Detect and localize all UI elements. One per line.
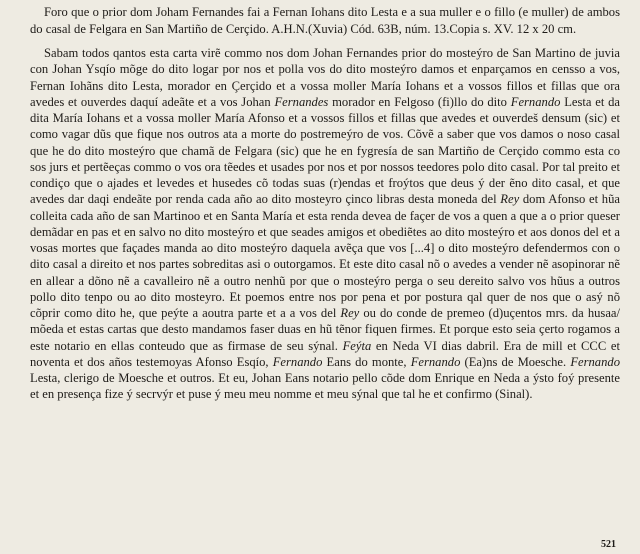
italic-text-segment: Fernando <box>410 354 461 369</box>
italic-text-segment: Rey <box>340 306 360 320</box>
italic-text-segment: Fernandes <box>274 94 329 109</box>
italic-text-segment: Feýta <box>342 338 372 353</box>
text-segment: (Ea)ns de Moesche. <box>460 354 571 369</box>
italic-text-segment: Fernando <box>272 354 323 369</box>
italic-text-segment: Fernando <box>570 354 620 369</box>
page-number: 521 <box>601 539 616 550</box>
italic-text-segment: Fernando <box>510 94 561 109</box>
document-header: Foro que o prior dom Joham Fernandes fai a Fernan Iohans dito Lesta e a sua muller e o fillo (e muller) de ambos do casal de Felgara en San Martiño de Cerçido. A.H.N.(Xuvia) Cód. 63B, núm. 13.Copia s. XV. 12 x 20 cm. <box>30 5 620 36</box>
document-body <box>30 45 620 403</box>
text-segment: Sabam todos qantos esta carta virẽ commo nos dom Johan Fernandes prior do mosteýro de San Martino de juvia con Johan Ysqío mõge do dito logar por nos et polla vos do dito mosteýro damos et enparçamos en censso a vos, Fernan Iohãns dito Lesta, morador en Çerçido et a vossa moller María Iohans et a vossos fillos et fillas que ora avedes et ouverdes daquí adeãte et a vos Johan <box>30 46 620 109</box>
text-segment: morador en Felgoso (fi)llo do dito <box>328 94 511 109</box>
text-segment: Lesta et da dita María Iohans et a vossa moller María Afonso et a vossos fillos et fillas que avedes et ouverdeš densum (sic) et como vagar dũs que fique nos outros ata a morte do postremeýro de vos. Cõvẽ a saber que vos damos o noso casal que he do dito mosteýro que chamã de Felgara (sic) que he en fygresía de san Martiño de Cerçido commo esta co sos jurs et pertẽeças commo o vos ora tẽedes et usades por nos et por nossos teedores polo dito casal. Por tal preito et condiço que o ajades et levedes et husedes cõ todas suas (r)endas et froýtos que deus ý der ẽno dito casal, et que avedes dar daqi endeãte por renda cada año ao dito mosteyro çinco libras desta moneda del <box>30 94 620 207</box>
text-segment: ou do conde de premeo (d)uçentos mrs. da husaa/ mõeda et estas cartas que desto mandamos faser duas en hũ tẽnor fiquen firmes. Et porque esto seia çerto rogamos a este notario en ellas conteudo que as firmase de seu sýnal. <box>30 306 620 353</box>
text-segment: Eans do monte, <box>322 354 411 369</box>
text-segment: dom Afonso et hũa colleita cada año de san Martinoo et en Santa María et esta renda devea de façer de vos a quen a que a o prior queser demãdar en pas et en salvo no dito mosteýro et que seades amigos et obediẽtes ao dito mosteýro et aos donos del et a vosas mortes que façades manda ao dito mosteýro daquela avẽça que vos [...4] o dito mosteýro defendermos con o dito casal a direito et nos partes sobreditas asi o outorgamos. Et este dito casal nõ o avedes a vender nẽ asopinorar nẽ en allear a dõno nẽ a cavalleiro nẽ a outro nenhũ por que o mosteýro perga o seu dereito salvo vos hũus a outros pollo dito tenpo ou ao dito mosteyro. Et poemos entre nos por pena et por postura qal quer de nos que o asý nõ cõprir como dito he, que peýte a aoutra parte et a a vos del <box>30 192 620 320</box>
text-segment: Lesta, clerigo de Moesche et outros. Et eu, Johan Eans notario pello cõde dom Enrique en Neda a ýsto foý presente et en presença fize ý secrvýr et puse ý meu meu nomme et meu sýnal que tal he et confirmo (Sinal). <box>30 371 620 402</box>
italic-text-segment: Rey <box>500 192 520 207</box>
text-segment: en Neda VI dias dabril. Era de mill et CCC et noventa et dos años testemoyas Afonso Esqío, <box>30 338 620 369</box>
